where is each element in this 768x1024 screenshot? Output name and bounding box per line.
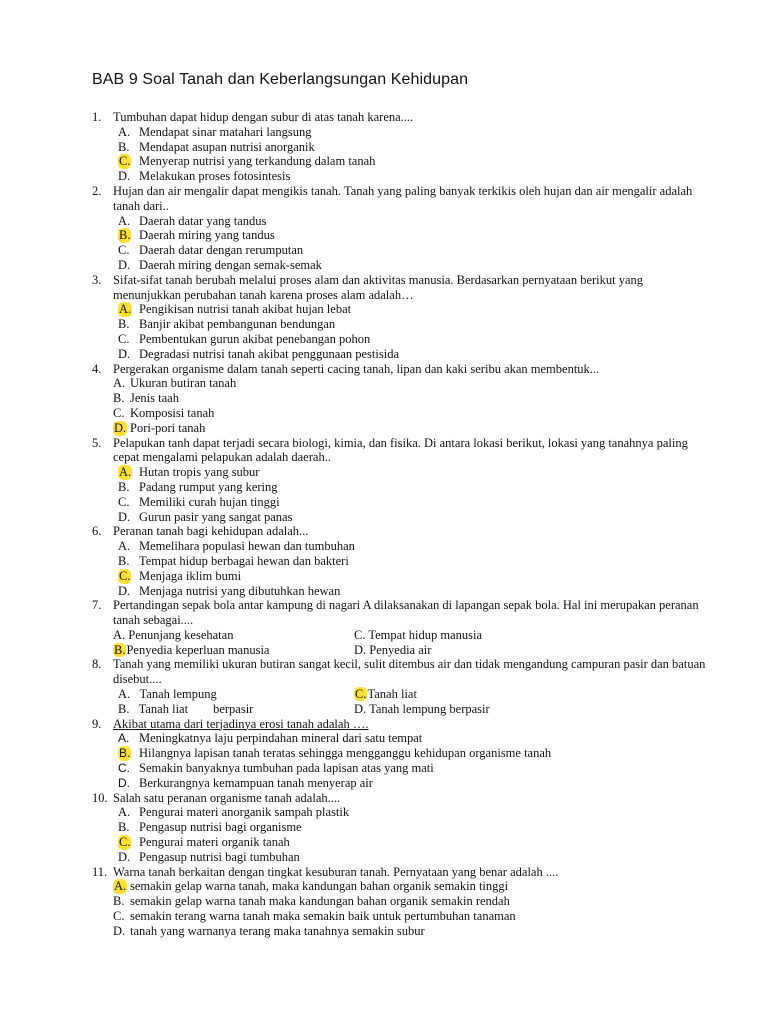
option-letter: C. bbox=[113, 909, 125, 924]
page-title: BAB 9 Soal Tanah dan Keberlangsungan Kehidupan bbox=[92, 71, 469, 88]
option-text: Meningkatnya laju perpindahan mineral dari satu tempat bbox=[139, 731, 423, 746]
option-5b bbox=[92, 480, 712, 495]
answer-highlight: C. bbox=[355, 687, 367, 702]
option-letter: D. bbox=[113, 923, 126, 938]
option-text: Gurun pasir yang sangat panas bbox=[139, 509, 293, 524]
option-6b bbox=[92, 554, 712, 569]
question-2 bbox=[92, 184, 712, 214]
option-text: Komposisi tanah bbox=[130, 405, 215, 420]
question-text: Warna tanah berkaitan dengan tingkat kesuburan tanah. Pernyataan yang benar adalah .... bbox=[113, 864, 559, 879]
question-list bbox=[92, 110, 712, 939]
option-text: Penunjang kesehatan bbox=[128, 627, 234, 642]
option-6c bbox=[92, 569, 712, 584]
question-number: 3. bbox=[92, 272, 102, 287]
option-text: Mendapat asupan nutrisi anorganik bbox=[139, 139, 315, 154]
option-7c bbox=[354, 628, 482, 643]
option-text: Pengikisan nutrisi tanah akibat hujan lebat bbox=[139, 302, 352, 317]
answer-highlight: A. bbox=[119, 465, 132, 480]
option-text: Daerah miring yang tandus bbox=[139, 228, 275, 243]
option-letter: C. bbox=[113, 405, 125, 420]
question-4 bbox=[92, 362, 712, 377]
option-letter: A. bbox=[118, 731, 130, 746]
question-9 bbox=[92, 717, 712, 732]
option-3d bbox=[92, 347, 712, 362]
option-text: Tempat hidup berbagai hewan dan bakteri bbox=[139, 553, 349, 568]
option-7d bbox=[354, 643, 431, 658]
question-3 bbox=[92, 273, 712, 303]
question-7 bbox=[92, 598, 712, 628]
question-number: 4. bbox=[92, 361, 102, 376]
options-row bbox=[92, 643, 712, 658]
option-letter: C. bbox=[354, 627, 366, 642]
option-1c bbox=[92, 154, 712, 169]
option-4d bbox=[92, 421, 712, 436]
option-2d bbox=[92, 258, 712, 273]
option-text: Pengasup nutrisi bagi organisme bbox=[139, 820, 302, 835]
option-11a bbox=[92, 879, 712, 894]
option-letter: D. bbox=[118, 346, 131, 361]
option-text: Pori-pori tanah bbox=[130, 420, 206, 435]
option-11b bbox=[92, 894, 712, 909]
option-7b bbox=[113, 643, 354, 658]
option-text: Tempat hidup manusia bbox=[368, 627, 483, 642]
option-letter: A. bbox=[118, 805, 131, 820]
option-text: Pengasup nutrisi bagi tumbuhan bbox=[139, 849, 300, 864]
option-letter: D. bbox=[118, 169, 131, 184]
answer-highlight: C. bbox=[119, 835, 131, 850]
question-11 bbox=[92, 865, 712, 880]
question-5 bbox=[92, 436, 712, 466]
option-letter: A. bbox=[118, 124, 131, 139]
question-text: Pertandingan sepak bola antar kampung di nagari A dilaksanakan di lapangan sepak bola. Hal ini merupakan peranan tanah sebagai.... bbox=[113, 598, 699, 628]
option-8c bbox=[354, 687, 417, 702]
option-5d bbox=[92, 510, 712, 525]
question-number: 10. bbox=[92, 790, 108, 805]
option-text: semakin terang warna tanah maka semakin baik untuk pertumbuhan tanaman bbox=[130, 909, 516, 924]
question-number: 11. bbox=[92, 864, 108, 879]
option-text: Padang rumput yang kering bbox=[139, 479, 278, 494]
option-text: Tanah lempung berpasir bbox=[369, 701, 490, 716]
option-2c bbox=[92, 243, 712, 258]
question-1 bbox=[92, 110, 712, 125]
option-text: Tanah liat bbox=[367, 687, 417, 702]
question-text: Tanah yang memiliki ukuran butiran sangat kecil, sulit ditembus air dan tidak mengandung campuran pasir dan batuan disebut.... bbox=[113, 657, 706, 687]
option-9c bbox=[92, 761, 712, 776]
option-8d bbox=[354, 702, 490, 717]
option-5a bbox=[92, 465, 712, 480]
option-letter: B. bbox=[118, 479, 130, 494]
option-7a bbox=[113, 628, 354, 643]
option-letter: C. bbox=[118, 761, 130, 776]
answer-highlight: A. bbox=[114, 879, 127, 894]
option-letter: A. bbox=[118, 687, 131, 702]
question-text: Pelapukan tanh dapat terjadi secara biologi, kimia, dan fisika. Di antara lokasi berikut, lokasi yang tanahnya paling cepat mengalami pelapukan adalah daerah.. bbox=[113, 435, 688, 465]
question-number: 2. bbox=[92, 183, 102, 198]
option-text: Melakukan proses fotosintesis bbox=[139, 169, 291, 184]
question-text: Tumbuhan dapat hidup dengan subur di atas tanah karena.... bbox=[113, 110, 414, 124]
option-9d bbox=[92, 776, 712, 791]
option-letter: D. bbox=[118, 509, 131, 524]
question-number: 8. bbox=[92, 657, 102, 672]
question-number: 9. bbox=[92, 716, 102, 731]
option-letter: A. bbox=[118, 539, 131, 554]
question-number: 6. bbox=[92, 524, 102, 539]
option-text: Pengurai materi organik tanah bbox=[139, 835, 290, 850]
option-6d bbox=[92, 584, 712, 599]
option-letter: C. bbox=[118, 494, 130, 509]
option-letter: C. bbox=[118, 331, 130, 346]
option-text: Hilangnya lapisan tanah teratas sehingga mengganggu kehidupan organisme tanah bbox=[139, 746, 552, 761]
option-text: Daerah datar yang tandus bbox=[139, 213, 267, 228]
option-5c bbox=[92, 495, 712, 510]
option-text: semakin gelap warna tanah, maka kandungan bahan organik semakin tinggi bbox=[130, 879, 509, 894]
answer-highlight: A. bbox=[119, 302, 132, 317]
question-number: 7. bbox=[92, 598, 102, 613]
option-text: Pembentukan gurun akibat penebangan pohon bbox=[139, 331, 371, 346]
option-text: Daerah miring dengan semak-semak bbox=[139, 257, 322, 272]
option-text: Pengurai materi anorganik sampah plastik bbox=[139, 805, 350, 820]
option-11d bbox=[92, 924, 712, 939]
option-text: Jenis taah bbox=[130, 391, 179, 406]
option-text: semakin gelap warna tanah maka kandungan bahan organik semakin rendah bbox=[130, 894, 510, 909]
option-1a bbox=[92, 125, 712, 140]
option-letter: C. bbox=[118, 243, 130, 258]
option-letter: A. bbox=[113, 376, 126, 391]
option-letter: B. bbox=[113, 894, 125, 909]
option-text: tanah yang warnanya terang maka tanahnya semakin subur bbox=[130, 923, 425, 938]
answer-highlight: B. bbox=[119, 228, 131, 243]
option-11c bbox=[92, 909, 712, 924]
question-text: Pergerakan organisme dalam tanah seperti cacing tanah, lipan dan kaki seribu akan membentuk... bbox=[113, 361, 600, 376]
question-text: Akibat utama dari terjadinya erosi tanah adalah …. bbox=[113, 716, 369, 731]
option-text: Menjaga nutrisi yang dibutuhkan hewan bbox=[139, 583, 341, 598]
option-text: Ukuran butiran tanah bbox=[130, 376, 237, 391]
option-text: Tanah lempung bbox=[139, 687, 217, 702]
option-letter: D. bbox=[118, 775, 130, 790]
option-text: Memelihara populasi hewan dan tumbuhan bbox=[139, 539, 355, 554]
question-number: 5. bbox=[92, 435, 102, 450]
options-row bbox=[92, 687, 712, 702]
option-letter: B. bbox=[118, 317, 130, 332]
option-text: Menjaga iklim bumi bbox=[139, 568, 242, 583]
answer-highlight: D. bbox=[114, 420, 127, 435]
option-10c bbox=[92, 835, 712, 850]
option-1d bbox=[92, 169, 712, 184]
question-text: Sifat-sifat tanah berubah melalui proses alam dan aktivitas manusia. Berdasarkan pernyataan berikut yang menunjukkan perubahan tanah karena proses alam adalah… bbox=[113, 272, 644, 302]
question-6 bbox=[92, 524, 712, 539]
option-6a bbox=[92, 539, 712, 554]
question-text: Peranan tanah bagi kehidupan adalah... bbox=[113, 524, 309, 539]
option-text: Penyedia air bbox=[369, 642, 432, 657]
option-text: Degradasi nutrisi tanah akibat penggunaan pestisida bbox=[139, 346, 399, 361]
option-10a bbox=[92, 805, 712, 820]
option-letter: D. bbox=[354, 701, 367, 716]
option-letter: B. bbox=[118, 820, 130, 835]
option-4b bbox=[92, 391, 712, 406]
option-text: Tanah liat berpasir bbox=[138, 701, 254, 716]
option-4c bbox=[92, 406, 712, 421]
option-text: Penyedia keperluan manusia bbox=[126, 642, 270, 657]
option-letter: D. bbox=[354, 642, 367, 657]
answer-highlight: B. bbox=[119, 746, 131, 761]
option-10b bbox=[92, 820, 712, 835]
option-letter: B. bbox=[118, 139, 130, 154]
answer-highlight: B. bbox=[114, 642, 126, 657]
option-letter: D. bbox=[118, 849, 131, 864]
option-8a bbox=[118, 687, 354, 702]
question-8 bbox=[92, 657, 712, 687]
option-9a bbox=[92, 731, 712, 746]
option-10d bbox=[92, 850, 712, 865]
options-row bbox=[92, 628, 712, 643]
option-3b bbox=[92, 317, 712, 332]
option-text: Berkurangnya kemampuan tanah menyerap air bbox=[139, 775, 373, 790]
option-text: Daerah datar dengan rerumputan bbox=[139, 243, 304, 258]
option-letter: D. bbox=[118, 583, 131, 598]
question-10 bbox=[92, 791, 712, 806]
option-3a bbox=[92, 302, 712, 317]
option-text: Memiliki curah hujan tinggi bbox=[139, 494, 280, 509]
option-letter: A. bbox=[118, 213, 131, 228]
option-letter: B. bbox=[113, 391, 125, 406]
option-2a bbox=[92, 214, 712, 229]
option-1b bbox=[92, 140, 712, 155]
option-2b bbox=[92, 228, 712, 243]
answer-highlight: C. bbox=[119, 568, 131, 583]
option-3c bbox=[92, 332, 712, 347]
question-text: Salah satu peranan organisme tanah adalah.... bbox=[113, 790, 341, 805]
option-text: Semakin banyaknya tumbuhan pada lapisan atas yang mati bbox=[139, 761, 434, 776]
question-number: 1. bbox=[92, 110, 102, 124]
options-row bbox=[92, 702, 712, 717]
option-letter: B. bbox=[118, 701, 130, 716]
option-letter: B. bbox=[118, 553, 130, 568]
option-text: Hutan tropis yang subur bbox=[139, 465, 260, 480]
option-8b bbox=[118, 702, 354, 717]
option-letter: D. bbox=[118, 257, 131, 272]
option-9b bbox=[92, 746, 712, 761]
option-4a bbox=[92, 376, 712, 391]
answer-highlight: C. bbox=[119, 154, 131, 169]
option-text: Banjir akibat pembangunan bendungan bbox=[139, 317, 336, 332]
option-text: Mendapat sinar matahari langsung bbox=[139, 124, 312, 139]
question-text: Hujan dan air mengalir dapat mengikis tanah. Tanah yang paling banyak terkikis oleh hujan dan air mengalir adalah tanah dari.. bbox=[113, 183, 693, 213]
option-letter: A. bbox=[113, 627, 126, 642]
option-text: Menyerap nutrisi yang terkandung dalam tanah bbox=[139, 154, 376, 169]
